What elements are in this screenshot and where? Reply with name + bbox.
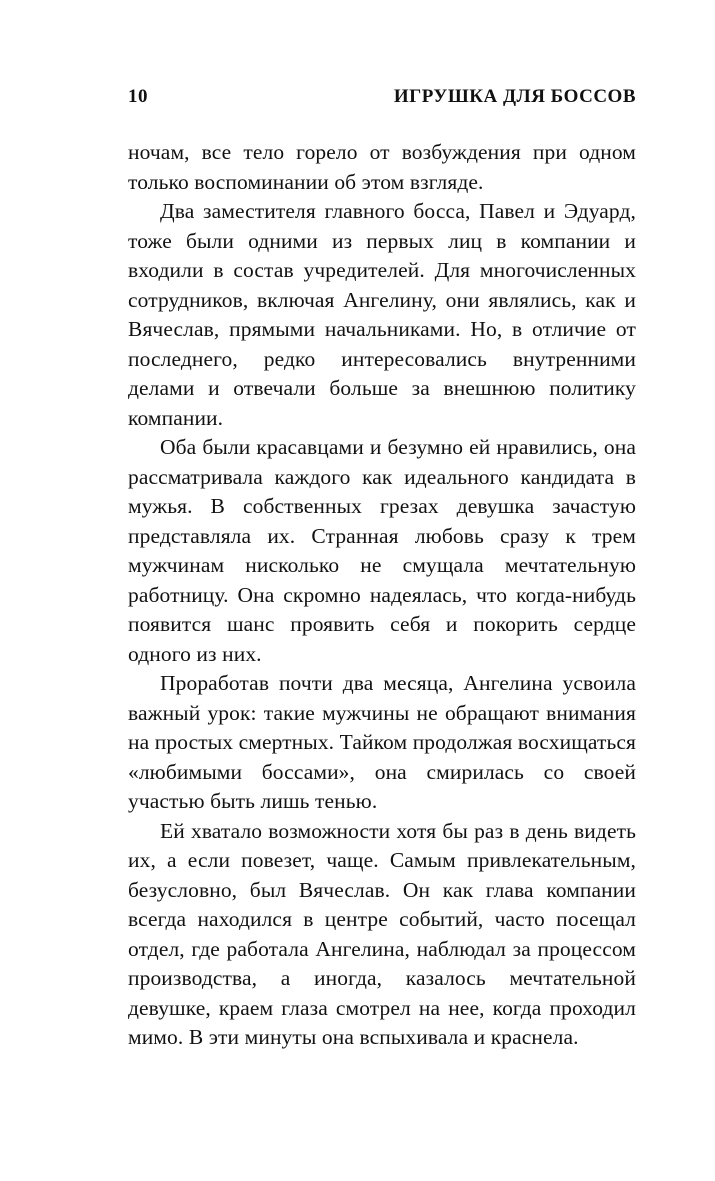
page-number: 10 xyxy=(128,86,148,107)
body-paragraph: Два заместителя главного босса, Павел и Эдуард, тоже были одними из первых лиц в компании и входили в состав учредителей. Для многочисленных сотрудников, включая Ангелину, они являлись, как и Вячеслав, прямыми начальниками. Но, в отличие от последнего, редко интересовались внутренними делами и отвечали больше за внешнюю политику компании. xyxy=(128,199,636,430)
running-title: ИГРУШКА ДЛЯ БОССОВ xyxy=(393,86,636,107)
body-paragraph: Ей хватало возможности хотя бы раз в день видеть их, а если повезет, чаще. Самым привлекательным, безусловно, был Вячеслав. Он как глава компании всегда находился в центре событий, часто посещал отдел, где работала Ангелина, наблюдал за процессом производства, а иногда, казалось мечтательной девушке, краем глаза смотрел на нее, когда проходил мимо. В эти минуты она вспыхивала и краснела. xyxy=(128,818,636,1049)
body-text xyxy=(128,138,636,1053)
body-paragraph: Проработав почти два месяца, Ангелина усвоила важный урок: такие мужчины не обращают внимания на простых смертных. Тайком продолжая восхищаться «любимыми боссами», она смирилась со своей участью быть лишь тенью. xyxy=(128,671,636,813)
body-paragraph: ночам, все тело горело от возбуждения при одном только воспоминании об этом взгляде. xyxy=(128,140,636,194)
body-paragraph: Оба были красавцами и безумно ей нравились, она рассматривала каждого как идеального кандидата в мужья. В собственных грезах девушка зачастую представляла их. Странная любовь сразу к трем мужчинам нисколько не смущала мечтательную работницу. Она скромно надеялась, что когда-нибудь появится шанс проявить себя и покорить сердце одного из них. xyxy=(128,435,636,666)
page-header xyxy=(128,86,636,108)
